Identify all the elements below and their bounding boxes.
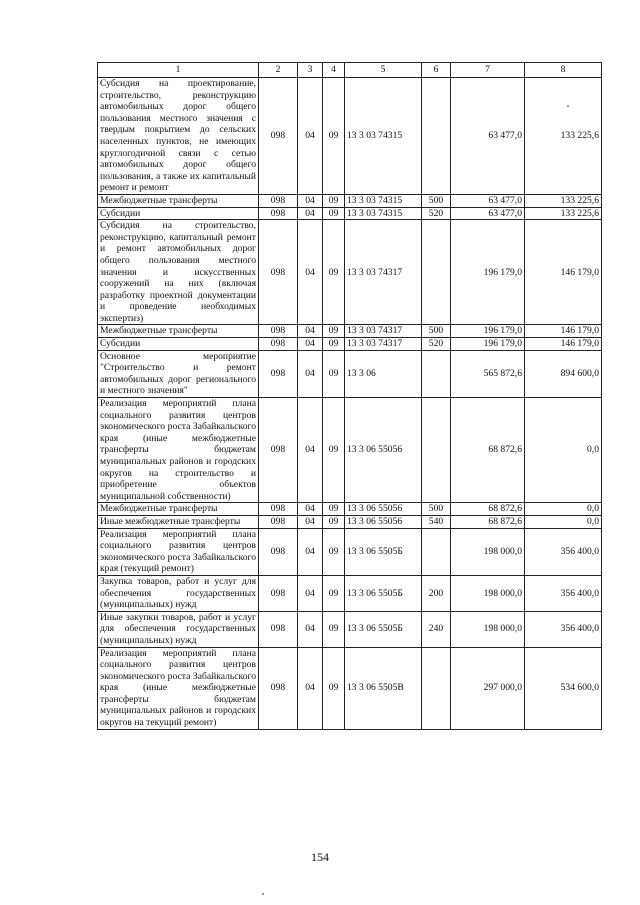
table-row (98, 611, 602, 647)
cell-amount-year-1: 196 179,0 (451, 338, 525, 351)
cell-amount-year-1: 68 872,6 (451, 398, 525, 503)
scan-speck (262, 893, 264, 895)
cell-subsection: 09 (323, 78, 345, 195)
cell-section: 04 (298, 515, 323, 528)
cell-amount-year-2: 356 400,0 (525, 611, 602, 647)
table-row (98, 325, 602, 338)
cell-target-article: 13 3 06 5505Б (345, 528, 422, 575)
cell-amount-year-1: 63 477,0 (451, 194, 525, 207)
cell-expense-type (422, 220, 451, 325)
cell-amount-year-2: 534 600,0 (525, 647, 602, 729)
cell-amount-year-2: 0,0 (525, 398, 602, 503)
table-row (98, 398, 602, 503)
cell-subsection: 09 (323, 325, 345, 338)
cell-target-article: 13 3 03 74317 (345, 338, 422, 351)
cell-ministry: 098 (259, 528, 298, 575)
cell-section: 04 (298, 78, 323, 195)
cell-target-article: 13 3 03 74315 (345, 194, 422, 207)
cell-ministry: 098 (259, 515, 298, 528)
cell-target-article: 13 3 03 74317 (345, 220, 422, 325)
cell-subsection: 09 (323, 528, 345, 575)
table-row (98, 350, 602, 397)
cell-section: 04 (298, 528, 323, 575)
cell-amount-year-1: 63 477,0 (451, 78, 525, 195)
table-row (98, 515, 602, 528)
column-header: 7 (451, 63, 525, 78)
cell-amount-year-2: 894 600,0 (525, 350, 602, 397)
cell-target-article: 13 3 06 55056 (345, 503, 422, 516)
cell-name: Закупка товаров, работ и услуг для обеспечения государственных (муниципальных) нужд (98, 575, 259, 611)
cell-amount-year-2: 356 400,0 (525, 528, 602, 575)
budget-table (97, 62, 602, 730)
cell-subsection: 09 (323, 350, 345, 397)
cell-ministry: 098 (259, 611, 298, 647)
cell-amount-year-2: 146 179,0 (525, 338, 602, 351)
table-row (98, 220, 602, 325)
cell-amount-year-1: 196 179,0 (451, 220, 525, 325)
table-row (98, 207, 602, 220)
cell-subsection: 09 (323, 503, 345, 516)
cell-amount-year-2: 133 225,6 (525, 207, 602, 220)
cell-expense-type (422, 78, 451, 195)
column-header: 1 (98, 63, 259, 78)
cell-subsection: 09 (323, 611, 345, 647)
table-row (98, 647, 602, 729)
cell-subsection: 09 (323, 220, 345, 325)
cell-section: 04 (298, 575, 323, 611)
cell-target-article: 13 3 06 (345, 350, 422, 397)
cell-expense-type: 500 (422, 503, 451, 516)
cell-subsection: 09 (323, 207, 345, 220)
table-header-row (98, 63, 602, 78)
cell-amount-year-1: 63 477,0 (451, 207, 525, 220)
cell-subsection: 09 (323, 338, 345, 351)
cell-ministry: 098 (259, 207, 298, 220)
cell-subsection: 09 (323, 515, 345, 528)
cell-target-article: 13 3 03 74317 (345, 325, 422, 338)
cell-section: 04 (298, 611, 323, 647)
cell-ministry: 098 (259, 503, 298, 516)
cell-name: Иные закупки товаров, работ и услуг для обеспечения государственных (муниципальных) нужд (98, 611, 259, 647)
cell-amount-year-2: 133 225,6 (525, 78, 602, 195)
table-row (98, 194, 602, 207)
cell-name: Субсидии (98, 338, 259, 351)
cell-name: Межбюджетные трансферты (98, 503, 259, 516)
cell-expense-type: 200 (422, 575, 451, 611)
cell-expense-type: 520 (422, 207, 451, 220)
cell-section: 04 (298, 207, 323, 220)
cell-expense-type: 240 (422, 611, 451, 647)
cell-expense-type (422, 398, 451, 503)
cell-name: Субсидия на строительство, реконструкцию, капитальный ремонт и ремонт автомобильных дорог общего пользования местного значения и искусственных сооружений на них (включая разработку проектной документации и проведение необходимых экспертиз) (98, 220, 259, 325)
cell-amount-year-2: 356 400,0 (525, 575, 602, 611)
cell-expense-type: 500 (422, 325, 451, 338)
cell-name: Межбюджетные трансферты (98, 194, 259, 207)
cell-subsection: 09 (323, 194, 345, 207)
cell-amount-year-1: 198 000,0 (451, 528, 525, 575)
cell-target-article: 13 3 06 5505В (345, 647, 422, 729)
cell-ministry: 098 (259, 338, 298, 351)
table-row (98, 338, 602, 351)
cell-amount-year-2: 146 179,0 (525, 220, 602, 325)
column-header: 5 (345, 63, 422, 78)
cell-amount-year-1: 196 179,0 (451, 325, 525, 338)
cell-amount-year-2: 146 179,0 (525, 325, 602, 338)
column-header: 2 (259, 63, 298, 78)
column-header: 3 (298, 63, 323, 78)
cell-name: Реализация мероприятий плана социального развития центров экономического роста Забайкальского края (текущий ремонт) (98, 528, 259, 575)
table-row (98, 78, 602, 195)
cell-target-article: 13 3 06 55056 (345, 398, 422, 503)
cell-target-article: 13 3 06 55056 (345, 515, 422, 528)
cell-section: 04 (298, 220, 323, 325)
table-row (98, 528, 602, 575)
cell-ministry: 098 (259, 78, 298, 195)
cell-expense-type: 500 (422, 194, 451, 207)
column-header: 8 (525, 63, 602, 78)
scan-speck (567, 105, 569, 107)
cell-amount-year-1: 565 872,6 (451, 350, 525, 397)
cell-amount-year-1: 68 872,6 (451, 515, 525, 528)
cell-name: Субсидии (98, 207, 259, 220)
cell-ministry: 098 (259, 575, 298, 611)
cell-name: Реализация мероприятий плана социального развития центров экономического роста Забайкальского края (иные межбюджетные трансферты бюджетам муниципальных районов и городских округов на строительство и приобретение объектов муниципальной собственности) (98, 398, 259, 503)
cell-amount-year-1: 198 000,0 (451, 611, 525, 647)
cell-target-article: 13 3 03 74315 (345, 78, 422, 195)
cell-name: Межбюджетные трансферты (98, 325, 259, 338)
cell-ministry: 098 (259, 220, 298, 325)
cell-ministry: 098 (259, 398, 298, 503)
cell-section: 04 (298, 398, 323, 503)
cell-expense-type (422, 350, 451, 397)
cell-subsection: 09 (323, 398, 345, 503)
cell-ministry: 098 (259, 194, 298, 207)
cell-section: 04 (298, 503, 323, 516)
cell-section: 04 (298, 325, 323, 338)
cell-section: 04 (298, 647, 323, 729)
cell-name: Иные межбюджетные трансферты (98, 515, 259, 528)
cell-amount-year-2: 0,0 (525, 515, 602, 528)
cell-expense-type: 540 (422, 515, 451, 528)
cell-ministry: 098 (259, 350, 298, 397)
cell-expense-type (422, 647, 451, 729)
table-row (98, 575, 602, 611)
cell-amount-year-1: 297 000,0 (451, 647, 525, 729)
cell-expense-type (422, 528, 451, 575)
cell-target-article: 13 3 06 5505Б (345, 575, 422, 611)
column-header: 6 (422, 63, 451, 78)
cell-subsection: 09 (323, 575, 345, 611)
cell-target-article: 13 3 06 5505Б (345, 611, 422, 647)
cell-amount-year-2: 133 225,6 (525, 194, 602, 207)
cell-ministry: 098 (259, 647, 298, 729)
cell-expense-type: 520 (422, 338, 451, 351)
cell-subsection: 09 (323, 647, 345, 729)
cell-section: 04 (298, 194, 323, 207)
cell-section: 04 (298, 338, 323, 351)
cell-amount-year-1: 198 000,0 (451, 575, 525, 611)
cell-amount-year-2: 0,0 (525, 503, 602, 516)
cell-name: Реализация мероприятий плана социального развития центров экономического роста Забайкальского края (иные межбюджетные трансферты бюджетам муниципальных районов и городских округов на текущий ремонт) (98, 647, 259, 729)
column-header: 4 (323, 63, 345, 78)
page-number: 154 (311, 850, 329, 864)
cell-target-article: 13 3 03 74315 (345, 207, 422, 220)
cell-name: Основное мероприятие "Строительство и ремонт автомобильных дорог регионального и местного значения" (98, 350, 259, 397)
cell-section: 04 (298, 350, 323, 397)
cell-name: Субсидия на проектирование, строительство, реконструкцию автомобильных дорог общего пользования местного значения с твердым покрытием до сельских населенных пунктов, не имеющих круглогодичной связи с сетью автомобильных дорог общего пользования, а также их капитальный ремонт и ремонт (98, 78, 259, 195)
table-row (98, 503, 602, 516)
cell-ministry: 098 (259, 325, 298, 338)
cell-amount-year-1: 68 872,6 (451, 503, 525, 516)
